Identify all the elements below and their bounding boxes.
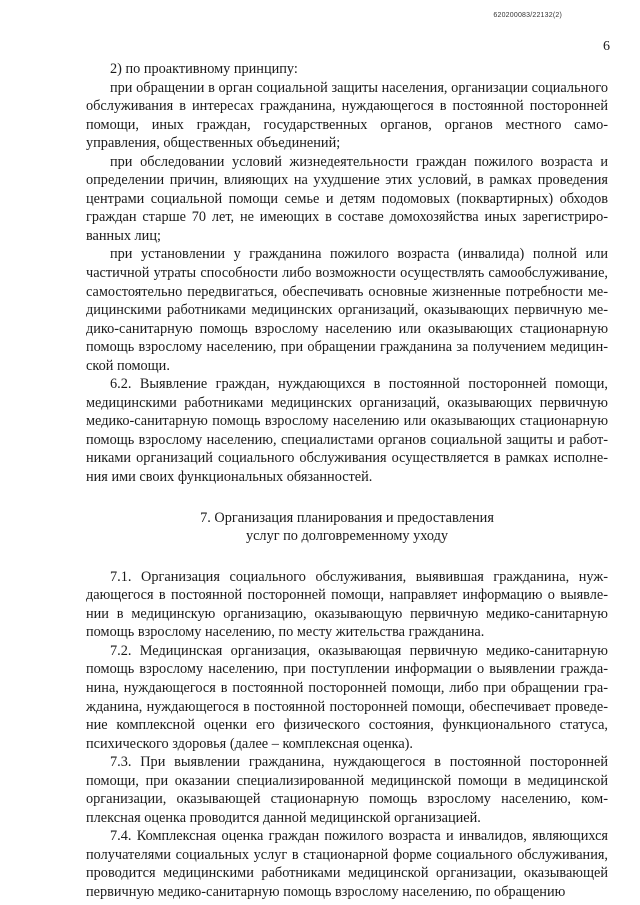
paragraph: при обследовании условий жизнедеятельности граждан пожилого возраста и определении причин, влияющих на ухудшение этих условий, в рамках проведения центрами социальной помощи семье и детям подомовых (поквартирных) обходов граждан старше 70 лет, не имеющих в составе домохозяйства иных зарегистрированных лиц; bbox=[86, 153, 608, 244]
document-id: 620200083/22132(2) bbox=[493, 12, 562, 19]
paragraph: 2) по проактивному принципу: bbox=[110, 61, 298, 77]
section-heading-line2: услуг по долговременному уходу bbox=[245, 528, 449, 545]
paragraph: 7.2. Медицинская организация, оказывающая первичную медико-санитарную помощь взрослому населению, при поступлении информации о выявлении гражданина, нуждающегося в постоянной посторонней помощи, либо при обращении гражданина, нуждающегося в постоянной посторонней помощи, обеспечивает проведение комплексной оценки его физического состояния, функционального статуса, психического здоровья (далее – комплексная оценка). bbox=[86, 642, 608, 752]
section-heading bbox=[86, 509, 608, 546]
document-body bbox=[86, 60, 608, 902]
paragraph: при установлении у гражданина пожилого возраста (инвалида) полной или частичной утраты способности либо возможности осуществлять самообслуживание, самостоятельно передвигаться, обеспечивать основные жизненные потребности медицинскими работниками медицинских организаций, оказывающих первичную медико-санитарную помощь взрослому населению или оказывающих стационарную помощь взрослому населению, при обращении гражданина за получением медицинской помощи. bbox=[86, 246, 608, 374]
paragraph: при обращении в орган социальной защиты населения, организации социального обслуживания в интересах гражданина, нуждающегося в постоянной посторонней помощи, иных граждан, государственных органов, органов местного самоуправления, общественных объединений; bbox=[86, 79, 608, 152]
paragraph: 7.3. При выявлении гражданина, нуждающегося в постоянной посторонней помощи, при оказании специализированной медицинской помощи в медицинской организации, оказывающей стационарную помощь взрослому населению, комплексная оценка проводится данной медицинской организацией. bbox=[86, 754, 608, 826]
paragraph: 7.1. Организация социального обслуживания, выявившая гражданина, нуждающегося в постоянной посторонней помощи, направляет информацию о выявлении в медицинскую организацию, оказывающую первичную медико-санитарную помощь взрослому населению, по месту жительства гражданина. bbox=[86, 568, 608, 641]
paragraph: 7.4. Комплексная оценка граждан пожилого возраста и инвалидов, являющихся получателями социальных услуг в стационарной форме социального обслуживания, проводится медицинскими работниками медицинской организации, оказывающей первичную медико-санитарную помощь взрослому населению, по обращению bbox=[86, 828, 608, 900]
section-heading-line1: 7. Организация планирования и предоставления bbox=[200, 509, 494, 526]
page-number: 6 bbox=[603, 39, 610, 54]
paragraph: 6.2. Выявление граждан, нуждающихся в постоянной посторонней помощи, медицинскими работниками медицинских организаций, оказывающих первичную медико-санитарную помощь взрослому населению или оказывающих стационарную помощь взрослому населению, специалистами органов социальной защиты и работниками организаций социального обслуживания осуществляется в рамках исполнения ими своих функциональных обязанностей. bbox=[86, 376, 608, 486]
